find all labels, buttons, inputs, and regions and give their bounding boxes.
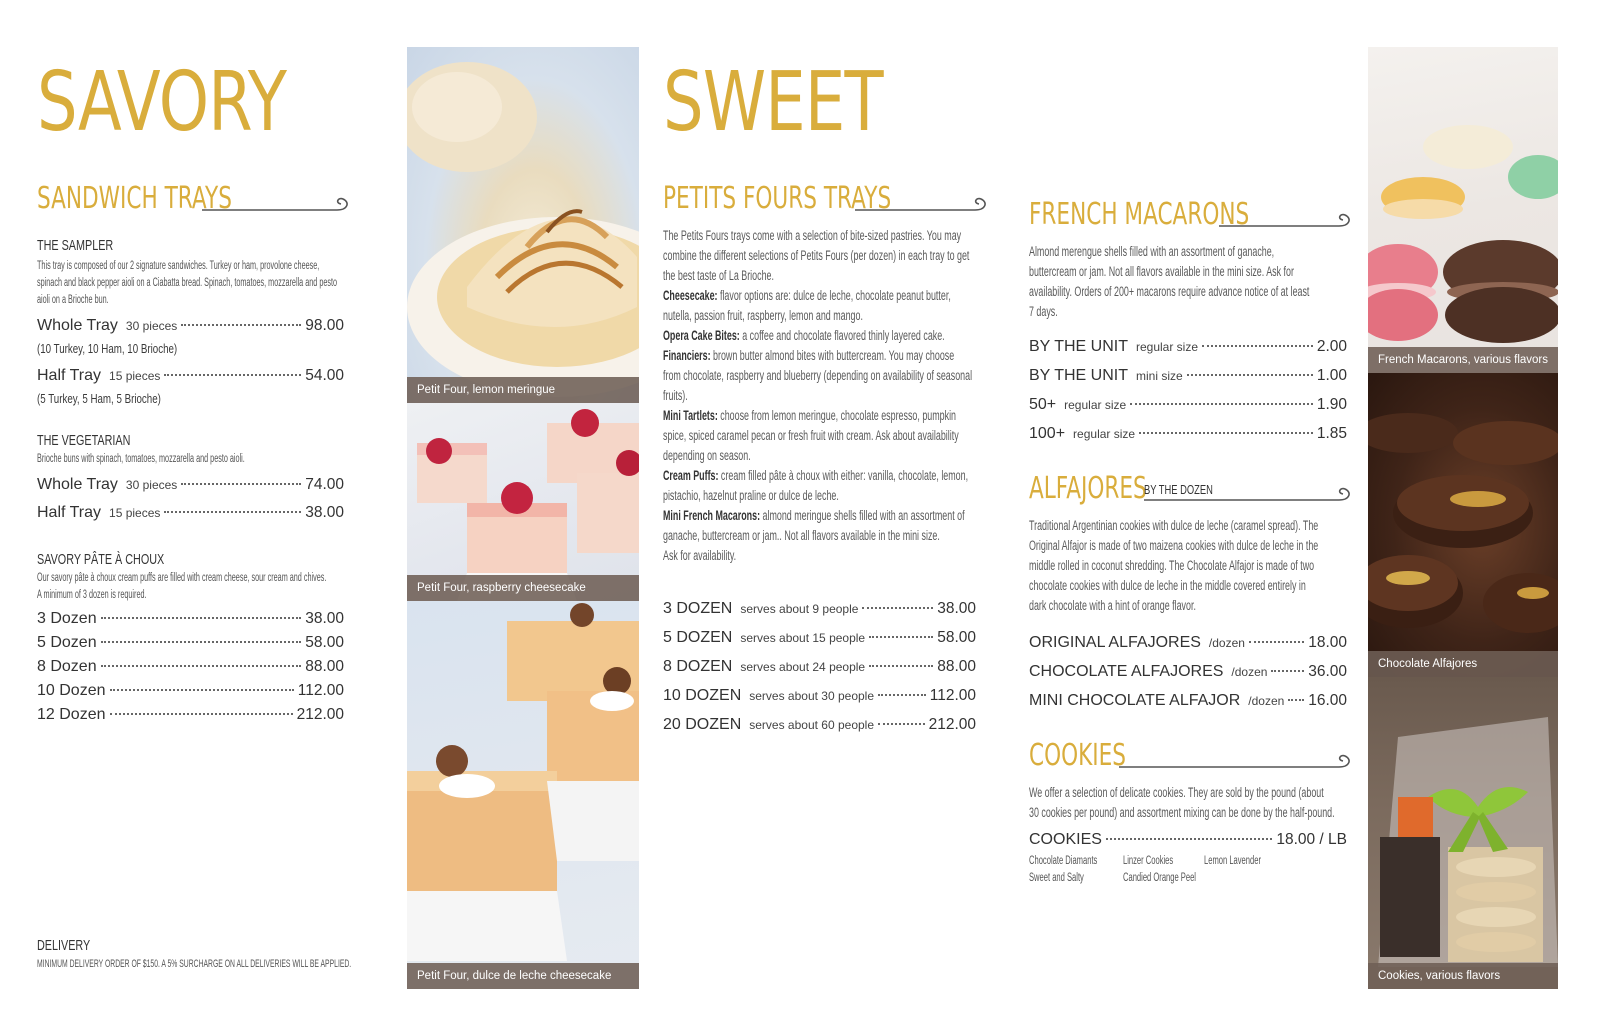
leader-dots [1139, 432, 1313, 434]
item-name: 10 DOZEN [663, 687, 742, 704]
leader-dots [1271, 670, 1304, 672]
item-price: 112.00 [297, 682, 344, 699]
item-price: 88.00 [305, 658, 344, 675]
alfajores-heading [1029, 472, 1351, 506]
pf-tartlets-line-2: spice, spiced caramel pecan or fresh fruit with cream. Ask about availability [663, 428, 959, 443]
pf-opera-line [663, 326, 945, 346]
cookies-desc-1: We offer a selection of delicate cookies. They are sold by the pound (about [1029, 785, 1324, 800]
pf-macarons-line-2: ganache, buttercream or jam.. Not all flavors available in the mini size. [663, 528, 940, 543]
pf-creampuffs-text: cream filled pâte à choux with either: vanilla, chocolate, lemon, [718, 468, 969, 483]
leader-dots [164, 374, 301, 376]
item-price: 1.90 [1316, 396, 1347, 413]
cookies-description [1029, 783, 1354, 823]
item-name: 8 DOZEN [663, 658, 733, 675]
cookies-bag-image [1368, 677, 1558, 989]
sampler-block [37, 236, 357, 407]
pf-macarons-label: Mini French Macarons: [663, 508, 761, 523]
price-row [663, 687, 976, 716]
item-price: 74.00 [305, 476, 344, 493]
photo-caption: Petit Four, lemon meringue [407, 377, 639, 403]
leader-dots [101, 617, 302, 619]
item-name: 10 Dozen [37, 682, 106, 699]
item-price: 1.00 [1316, 367, 1347, 384]
swirl-line-icon [202, 190, 352, 216]
item-size: /dozen [1208, 636, 1245, 650]
pf-creampuffs-line-1 [663, 466, 969, 486]
price-row [663, 600, 976, 629]
price-row [663, 716, 976, 745]
pf-financiers-label: Financiers: [663, 348, 711, 363]
pate-a-choux-block [37, 550, 344, 730]
petits-fours-label: PETITS FOURS TRAYS [663, 181, 892, 216]
price-row [1029, 338, 1347, 367]
item-name: 5 Dozen [37, 634, 97, 651]
photo-french-macarons [1368, 47, 1558, 373]
leader-dots [869, 636, 933, 638]
sampler-desc-1: This tray is composed of our 2 signature sandwiches. Turkey or ham, provolone cheese, [37, 260, 320, 272]
item-name: 3 DOZEN [663, 600, 733, 617]
item-name: Whole Tray [37, 317, 118, 334]
french-macarons-image [1368, 47, 1558, 373]
item-name: ORIGINAL ALFAJORES [1029, 634, 1201, 651]
macarons-heading [1029, 198, 1351, 232]
item-size: serves about 9 people [740, 602, 859, 616]
cookies-prices [1029, 831, 1347, 855]
price-row [1029, 831, 1347, 855]
pf-cheesecake-text: flavor options are: dulce de leche, chocolate peanut butter, [717, 288, 951, 303]
item-price: 54.00 [305, 367, 344, 384]
alfajores-desc-5: dark chocolate with a hint of orange flavor. [1029, 598, 1196, 613]
alfajores-desc-1: Traditional Argentinian cookies with dulce de leche (caramel spread). The [1029, 518, 1319, 533]
leader-dots [1106, 838, 1272, 840]
price-row [1029, 425, 1347, 454]
item-name: Half Tray [37, 367, 102, 384]
price-row [37, 658, 344, 682]
raspberry-cheesecake-image [407, 403, 639, 601]
item-price: 18.00 [1308, 634, 1347, 651]
price-row [37, 504, 344, 528]
item-price: 36.00 [1308, 663, 1347, 680]
alfajores-prices [1029, 634, 1347, 721]
pf-opera-label: Opera Cake Bites: [663, 328, 740, 343]
price-row [1029, 692, 1347, 721]
item-price: 38.00 [305, 610, 344, 627]
item-size: 30 pieces [125, 478, 178, 492]
price-row [663, 629, 976, 658]
pf-opera-text: a coffee and chocolate flavored thinly layered cake. [739, 328, 945, 343]
photo-caption: French Macarons, various flavors [1368, 347, 1558, 373]
item-note: (10 Turkey, 10 Ham, 10 Brioche) [37, 341, 178, 356]
sandwich-trays-label: SANDWICH TRAYS [37, 181, 232, 216]
price-row [37, 317, 344, 341]
pf-intro-3: the best taste of La Brioche. [663, 268, 774, 283]
delivery-block [37, 936, 377, 973]
cookie-flavor: Linzer Cookies [1123, 855, 1174, 867]
item-name: CHOCOLATE ALFAJORES [1029, 663, 1224, 680]
leader-dots [1249, 641, 1304, 643]
item-price: 58.00 [937, 629, 976, 646]
item-price: 38.00 [937, 600, 976, 617]
cookie-flavor: Lemon Lavender [1204, 855, 1261, 867]
price-row [663, 658, 976, 687]
item-name: 100+ [1029, 425, 1066, 442]
alfajores-desc-3: middle rolled in coconut shredding. The Chocolate Alfajor is made of two [1029, 558, 1315, 573]
pf-tartlets-line-3: depending on season. [663, 448, 751, 463]
item-size: /dozen [1231, 665, 1268, 679]
price-row [1029, 396, 1347, 425]
delivery-title: DELIVERY [37, 937, 91, 954]
price-row [37, 476, 344, 500]
chocolate-alfajores-image [1368, 373, 1558, 677]
vegetarian-desc: Brioche buns with spinach, tomatoes, mozzarella and pesto aioli. [37, 453, 245, 465]
macarons-prices [1029, 338, 1347, 454]
leader-dots [181, 324, 301, 326]
item-price: 58.00 [305, 634, 344, 651]
pf-cheesecake-label: Cheesecake: [663, 288, 718, 303]
petits-fours-description [663, 226, 993, 566]
price-row [1029, 367, 1347, 396]
cookie-flavor: Chocolate Diamants [1029, 855, 1098, 867]
item-name: 50+ [1029, 396, 1057, 413]
item-name: Half Tray [37, 504, 102, 521]
photo-cookies [1368, 677, 1558, 989]
vegetarian-block [37, 431, 344, 528]
item-name: 20 DOZEN [663, 716, 742, 733]
leader-dots [869, 665, 933, 667]
savory-title: SAVORY [37, 55, 287, 150]
pate-a-choux-desc-2: A minimum of 3 dozen is required. [37, 589, 147, 601]
item-name: COOKIES [1029, 831, 1102, 848]
pf-macarons-line-1 [663, 506, 965, 526]
pf-macarons-text: almond meringue shells filled with an assortment of [760, 508, 965, 523]
sampler-desc-3: aioli on a Brioche bun. [37, 294, 109, 306]
leader-dots [110, 713, 293, 715]
macarons-description [1029, 242, 1354, 322]
photo-caption: Cookies, various flavors [1368, 963, 1558, 989]
item-name: 3 Dozen [37, 610, 97, 627]
price-row [37, 682, 344, 706]
item-name: 8 Dozen [37, 658, 97, 675]
item-size: serves about 60 people [749, 718, 875, 732]
pate-a-choux-desc-1: Our savory pâte à choux cream puffs are filled with cream cheese, sour cream and chives. [37, 572, 327, 584]
leader-dots [101, 665, 302, 667]
price-row [1029, 663, 1347, 692]
pf-financiers-text: brown butter almond bites with buttercream. You may choose [710, 348, 955, 363]
price-row [1029, 634, 1347, 663]
item-price: 2.00 [1316, 338, 1347, 355]
pf-tartlets-line-1 [663, 406, 957, 426]
macarons-desc-2: buttercream or jam. Not all flavors available in the mini size. Ask for [1029, 264, 1294, 279]
cookie-flavor: Candied Orange Peel [1123, 872, 1197, 884]
leader-dots [1288, 699, 1304, 701]
photo-lemon-meringue [407, 47, 639, 403]
leader-dots [878, 694, 926, 696]
lemon-meringue-tart-image [407, 47, 639, 403]
item-size: serves about 15 people [740, 631, 866, 645]
sandwich-trays-heading [37, 182, 350, 216]
pf-financiers-line-2: from chocolate, raspberry and blueberry (depending on availability of seasonal [663, 368, 973, 383]
item-name: BY THE UNIT [1029, 367, 1128, 384]
leader-dots [878, 723, 925, 725]
item-price: 18.00 / LB [1276, 831, 1347, 848]
price-row [37, 610, 344, 634]
item-size: regular size [1073, 427, 1136, 441]
swirl-line-icon [1219, 206, 1354, 232]
item-price: 212.00 [296, 706, 344, 723]
pf-creampuffs-label: Cream Puffs: [663, 468, 719, 483]
dulce-de-leche-cheesecake-image [407, 601, 639, 989]
alfajores-subheading: BY THE DOZEN [1144, 482, 1213, 497]
item-price: 112.00 [929, 687, 976, 704]
price-row [37, 706, 344, 730]
pf-cheesecake-line-1 [663, 286, 951, 306]
pate-a-choux-title: SAVORY PÂTE À CHOUX [37, 551, 165, 568]
leader-dots [110, 689, 294, 691]
cookie-flavors [1029, 855, 1354, 891]
swirl-line-icon [1119, 747, 1354, 773]
macarons-desc-1: Almond merengue shells filled with an assortment of ganache, [1029, 244, 1275, 259]
leader-dots [862, 607, 933, 609]
item-size: regular size [1064, 398, 1127, 412]
savory-column [37, 55, 357, 730]
cookies-label: COOKIES [1029, 738, 1126, 773]
item-size: 15 pieces [109, 506, 161, 520]
pf-intro-1: The Petits Fours trays come with a selection of bite-sized pastries. You may [663, 228, 962, 243]
pf-tartlets-text: choose from lemon meringue, chocolate espresso, pumpkin [717, 408, 957, 423]
item-name: MINI CHOCOLATE ALFAJOR [1029, 692, 1241, 709]
swirl-line-icon [855, 190, 990, 216]
delivery-desc: MINIMUM DELIVERY ORDER OF $150. A 5% SURCHARGE ON ALL DELIVERIES WILL BE APPLIED. [37, 958, 352, 970]
leader-dots [1130, 403, 1313, 405]
vegetarian-title: THE VEGETARIAN [37, 432, 131, 449]
item-price: 212.00 [928, 716, 976, 733]
sampler-title: THE SAMPLER [37, 237, 114, 254]
item-price: 16.00 [1308, 692, 1347, 709]
macarons-desc-3: availability. Orders of 200+ macarons require advance notice of at least [1029, 284, 1310, 299]
sampler-desc-2: spinach and black pepper aioli on a Ciabatta bread. Spinach, tomatoes, mozzarella and pesto [37, 277, 338, 289]
alfajores-label: ALFAJORES [1029, 471, 1147, 506]
item-size: /dozen [1248, 694, 1285, 708]
alfajores-description [1029, 516, 1354, 616]
cookie-flavor: Sweet and Salty [1029, 872, 1084, 884]
swirl-line-icon [1144, 480, 1354, 506]
sweet-title: SWEET [663, 55, 883, 150]
pf-financiers-line-1 [663, 346, 955, 366]
item-size: mini size [1135, 369, 1183, 383]
item-name: BY THE UNIT [1029, 338, 1128, 355]
pf-cheesecake-line-2: nutella, passion fruit, raspberry, lemon and mango. [663, 308, 863, 323]
item-price: 88.00 [937, 658, 976, 675]
leader-dots [101, 641, 302, 643]
item-name: Whole Tray [37, 476, 118, 493]
item-size: regular size [1135, 340, 1199, 354]
petits-fours-heading [663, 182, 986, 216]
photo-caption: Petit Four, raspberry cheesecake [407, 575, 639, 601]
leader-dots [1187, 374, 1313, 376]
item-name: 12 Dozen [37, 706, 106, 723]
photo-chocolate-alfajores [1368, 373, 1558, 677]
leader-dots [181, 483, 301, 485]
pf-macarons-line-3: Ask for availability. [663, 548, 737, 563]
alfajores-desc-2: Original Alfajor is made of two maizena cookies with dulce de leche in the [1029, 538, 1319, 553]
item-price: 98.00 [305, 317, 344, 334]
petits-fours-prices [663, 600, 976, 745]
sweet-column [663, 55, 993, 745]
item-size: 30 pieces [125, 319, 178, 333]
photo-caption: Petit Four, dulce de leche cheesecake [407, 963, 639, 989]
item-size: serves about 24 people [740, 660, 866, 674]
item-price: 1.85 [1316, 425, 1347, 442]
leader-dots [164, 511, 301, 513]
photo-dulce-de-leche-cheesecake [407, 601, 639, 989]
leader-dots [1202, 345, 1313, 347]
photo-caption: Chocolate Alfajores [1368, 651, 1558, 677]
item-note: (5 Turkey, 5 Ham, 5 Brioche) [37, 391, 161, 406]
macarons-desc-4: 7 days. [1029, 304, 1058, 319]
pf-creampuffs-line-2: pistachio, hazelnut praline or dulce de leche. [663, 488, 839, 503]
item-size: serves about 30 people [749, 689, 875, 703]
photo-raspberry-cheesecake [407, 403, 639, 601]
price-row [37, 367, 344, 391]
pf-tartlets-label: Mini Tartlets: [663, 408, 718, 423]
price-row [37, 634, 344, 658]
cookies-heading [1029, 739, 1351, 773]
item-price: 38.00 [305, 504, 344, 521]
alfajores-desc-4: chocolate cookies with dulce de leche in the middle covered entirely in [1029, 578, 1306, 593]
item-size: 15 pieces [109, 369, 161, 383]
cookies-desc-2: 30 cookies per pound) and assortment mixing can be done by the half-pound. [1029, 805, 1335, 820]
pf-financiers-line-3: fruits). [663, 388, 688, 403]
item-name: 5 DOZEN [663, 629, 733, 646]
macarons-label: FRENCH MACARONS [1029, 197, 1250, 232]
sweet-right-column [1029, 198, 1354, 891]
pf-intro-2: combine the different selections of Petits Fours (per dozen) in each tray to get [663, 248, 970, 263]
